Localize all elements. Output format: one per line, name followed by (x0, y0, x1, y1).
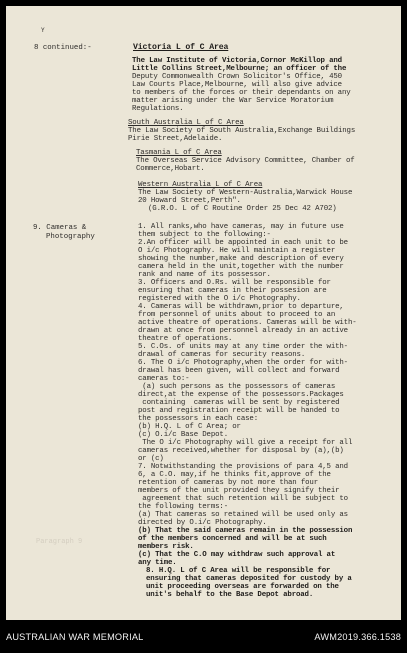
document-page (6, 6, 401, 620)
bleed-through-text: Paragraph 9 (36, 538, 83, 546)
text-line: The O i/c Photography will give a receipt for all (138, 439, 353, 447)
text-line: retention of cameras by not more than four (138, 479, 318, 487)
text-line: ensuring that cameras in their possesion are (138, 287, 327, 295)
text-line: (a) That cameras so retained will be used only as (138, 511, 348, 519)
text-line: The Law Society of Western-Australia,Warwick House (138, 189, 353, 197)
text-line: Commerce,Hobart. (136, 165, 205, 173)
text-line: directed by O.i/c Photography. (138, 519, 267, 527)
text-line: Deputy Commonwealth Crown Solicitor's Office, 450 (132, 73, 342, 81)
text-line: The Law Institute of Victoria,Cornor McKillop and (132, 57, 342, 65)
section-8-label: 8 continued:- (34, 44, 92, 52)
text-line: ensuring that cameras deposited for custody by a (146, 575, 352, 583)
south-australia-heading: South Australia L of C Area (128, 119, 244, 127)
text-line: (a) such persons as the possessors of cameras (138, 383, 336, 391)
text-line: drawal of cameras for security reasons. (138, 351, 306, 359)
text-line: drawn at once from personnel already in an active (138, 327, 348, 335)
text-line: 5. C.Os. of units may at any time order the with- (138, 343, 348, 351)
text-line: (c) That the C.O may withdraw such approval at (138, 551, 336, 559)
text-line: 6, a C.O. may,if he thinks fit,approve of the (138, 471, 331, 479)
text-line: of the members concerned and will be at such (138, 535, 327, 543)
text-line: agreement that such retention will be subject to (138, 495, 348, 503)
section-9-label: 9. Cameras & (33, 224, 87, 232)
text-line: them subject to the following:- (138, 231, 271, 239)
text-line: active theatre of operations. Cameras will be with- (138, 319, 357, 327)
western-australia-heading: Western Australia L of C Area (138, 181, 263, 189)
text-line: Pirie Street,Adelaide. (128, 135, 223, 143)
text-line: to members of the forces or their dependants on any (132, 89, 351, 97)
text-line: The Law Society of South Australia,Exchange Buildings (128, 127, 356, 135)
text-line: The Overseas Service Advisory Committee, Chamber of (136, 157, 355, 165)
text-line: showing the number,make and description of every (138, 255, 344, 263)
text-line: or (c) (138, 455, 164, 463)
text-line: 4. Cameras will be withdrawn,prior to departure, (138, 303, 344, 311)
text-line: the possessors in each case: (138, 415, 258, 423)
text-line: 6. The O i/c Photography,when the order for with- (138, 359, 348, 367)
text-line: registered with the O i/c Photography. (138, 295, 301, 303)
text-line: the following terms:- (138, 503, 228, 511)
text-line: (b) That the said cameras remain in the possession (138, 527, 353, 535)
victoria-heading: Victoria L of C Area (133, 43, 229, 52)
text-line: 3. Officers and O.Rs. will be responsible for (138, 279, 331, 287)
text-line: rank and name of its possessor. (138, 271, 271, 279)
text-line: cameras received,whether for disposal by (a),(b) (138, 447, 344, 455)
text-line: cameras to:- (138, 375, 190, 383)
archive-footer (0, 620, 407, 653)
text-line: unit proceeding overseas are forwarded on the (146, 583, 339, 591)
text-line: post and registration receipt will be handed to (138, 407, 340, 415)
text-line: from personnel of units about to proceed to an (138, 311, 336, 319)
text-line: 1. All ranks,who have cameras, may in future use (138, 223, 344, 231)
routine-order-reference: (G.R.O. L of C Routine Order 25 Dec 42 A702) (148, 205, 337, 213)
text-line: members of the unit provided they signify their (138, 487, 340, 495)
footer-institution: AUSTRALIAN WAR MEMORIAL (6, 632, 144, 642)
text-line: any time. (138, 559, 177, 567)
text-line: (b) H.Q. L of C Area; or (138, 423, 241, 431)
text-line: Law Courts Place,Melbourne, will also give advice (132, 81, 342, 89)
tasmania-heading: Tasmania L of C Area (136, 149, 222, 157)
text-line: camera held in the unit,together with the number (138, 263, 344, 271)
text-line: direct,at the expense of the possessors.Packages (138, 391, 344, 399)
text-line: theatre of operations. (138, 335, 233, 343)
text-line: containing cameras will be sent by registered (138, 399, 340, 407)
text-line: drawal has been given, will collect and forward (138, 367, 340, 375)
text-line: Regulations. (132, 105, 184, 113)
text-line: unit's behalf to the Base Depot abroad. (146, 591, 314, 599)
text-line: Little Collins Street,Melbourne; an officer of the (132, 65, 347, 73)
text-line: 2.An officer will be appointed in each unit to be (138, 239, 348, 247)
text-line: 8. H.Q. L of C Area will be responsible for (146, 567, 331, 575)
margin-mark: Y (41, 27, 45, 34)
section-9-label-cont: Photography (46, 233, 95, 241)
text-line: members risk. (138, 543, 194, 551)
text-line: (c) O.i/c Base Depot. (138, 431, 228, 439)
text-line: 20 Howard Street,Perth". (138, 197, 241, 205)
text-line: O i/c Photography. He will maintain a register (138, 247, 336, 255)
footer-accession-number: AWM2019.366.1538 (314, 632, 401, 642)
text-line: matter arising under the War Service Moratorium (132, 97, 334, 105)
text-line: 7. Notwithstanding the provisions of para 4,5 and (138, 463, 348, 471)
